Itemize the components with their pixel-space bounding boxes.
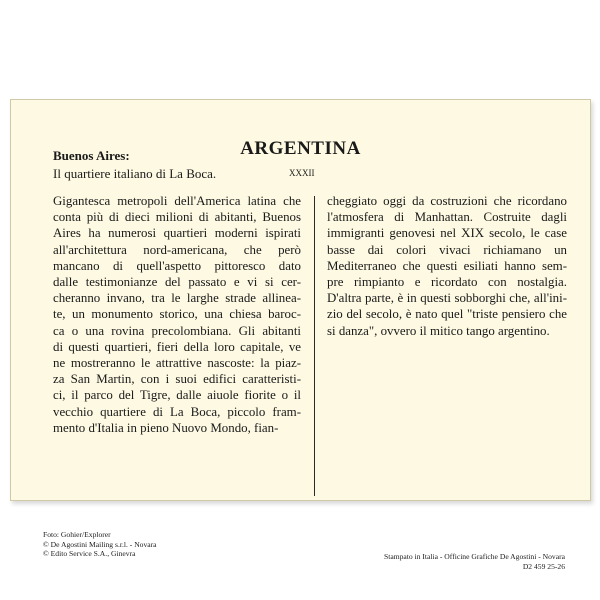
body-text-right-column — [327, 193, 567, 339]
text-line: immigranti genovesi nel XIX secolo, le case — [327, 226, 567, 241]
product-code: D2 459 25-26 — [522, 561, 565, 571]
photo-credits — [43, 530, 157, 559]
text-line: conta più di dieci milioni di abitanti, Buenos — [53, 210, 301, 225]
printer-line: Stampato in Italia - Officine Grafiche De Agostini - Novara — [384, 552, 565, 561]
card-subtitle: Il quartiere italiano di La Boca. — [53, 166, 217, 181]
text-line: te, un monumento storico, una chiesa baroc- — [53, 307, 301, 322]
text-line: cheranno invano, tra le larghe strade allinea- — [53, 291, 301, 306]
text-line: vecchio quartiere di La Boca, piccolo fram- — [53, 404, 301, 419]
text-line: zio del secolo, è nato quel "triste pensiero che — [327, 307, 567, 322]
text-line: ne mostreranno le attrattive nascoste: la piaz- — [53, 356, 301, 371]
text-line: mento d'Italia in pieno Nuovo Mondo, fian- — [53, 420, 279, 435]
column-divider — [314, 196, 315, 496]
text-line: cheggiato oggi da costruzioni che ricordano — [327, 194, 567, 208]
text-line: za San Martin, con i suoi edifici caratteristi- — [53, 372, 301, 387]
text-line: all'architettura nord-americana, che però — [53, 242, 301, 257]
text-line: D'altra parte, è in questi sobborghi che, all'ini- — [327, 291, 567, 306]
credit-line: © De Agostini Mailing s.r.l. - Novara — [43, 539, 157, 549]
body-text-left-column — [53, 193, 301, 436]
text-line: ci, il parco del Tigre, dalle aiuole fiorite o il — [53, 388, 301, 403]
location-heading: Buenos Aires: — [53, 148, 130, 163]
card-number: XXXII — [289, 168, 315, 178]
country-title: ARGENTINA — [240, 138, 361, 159]
text-line: l'atmosfera di Manhattan. Costruite dagli — [327, 210, 567, 225]
text-line: pre rimpianto e ricordato con nostalgia. — [327, 275, 567, 290]
text-line: dalle testimonianze del passato e vi si cer- — [53, 275, 301, 290]
text-line: mancano di quell'aspetto pittoresco dato — [53, 258, 301, 273]
text-line: di questi quartieri, fieri della loro capitale, ve — [53, 339, 301, 354]
postcard-back — [10, 99, 591, 571]
credit-line: © Edito Service S.A., Ginevra — [43, 549, 136, 558]
text-line: Gigantesca metropoli dell'America latina che — [53, 194, 301, 208]
text-line: Mediterraneo che questi esiliati hanno sem- — [327, 258, 567, 273]
text-line: si danza", ovvero il mitico tango argentino. — [327, 323, 550, 338]
text-line: basse dai colori vivaci richiamano un — [327, 242, 567, 257]
text-line: ca o una rovina precolombiana. Gli abitanti — [53, 323, 301, 338]
credit-line: Foto: Gohier/Explorer — [43, 530, 111, 539]
text-line: Aires ha numerosi quartieri moderni ispirati — [53, 226, 301, 241]
printer-info — [384, 552, 565, 571]
